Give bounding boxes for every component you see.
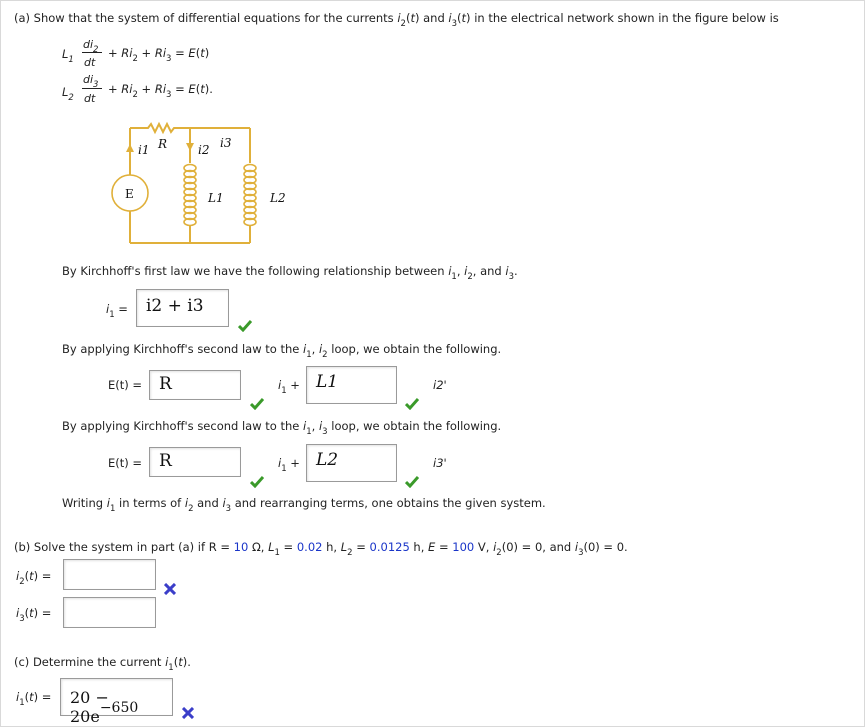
- i2-answer-box[interactable]: [63, 559, 156, 590]
- kirchhoff-first-law-text: By Kirchhoff's first law we have the following relationship between $i_1$, $i_2$, and $i_3$.: [62, 264, 518, 282]
- loop2-end: i3': [433, 456, 447, 470]
- i1t-answer-box[interactable]: 20 − 20e−650: [60, 678, 173, 716]
- i2-label: $i_2(t)$ =: [16, 569, 52, 587]
- l1-label: L1: [208, 191, 224, 205]
- i2-label: i2: [198, 143, 210, 157]
- loop2-mid: $i_1$ +: [278, 456, 300, 474]
- final-text: Writing $i_1$ in terms of $i_2$ and $i_3$ and rearranging terms, one obtains the given system.: [62, 496, 546, 514]
- part-b-prompt: (b) Solve the system in part (a) if R = 10 Ω, $L_1 = 0.02$ h, $L_2 = 0.0125$ h, E = 100 V, $i_2(0) = 0$, and $i_3(0) = 0$.: [14, 540, 628, 558]
- loop1-end: i2': [433, 378, 447, 392]
- circuit-diagram: [110, 118, 300, 253]
- arrow-up-icon: [126, 144, 134, 152]
- loop1-mid: $i_1$ +: [278, 378, 300, 396]
- i1-label: i1: [138, 143, 150, 157]
- incorrect-x-icon: [164, 583, 176, 595]
- i3-answer-box[interactable]: [63, 597, 156, 628]
- equation-1-rest: + $Ri_2 + Ri_3 = E(t)$: [108, 46, 210, 64]
- arrow-down-icon: [186, 143, 194, 151]
- i1-equals-label: $i_1$ =: [106, 302, 128, 320]
- i3-label: i3: [220, 136, 232, 150]
- loop2-box1[interactable]: R: [149, 447, 241, 477]
- loop1-lhs: E(t) =: [108, 378, 143, 392]
- correct-check-icon: [250, 398, 264, 410]
- source-label: E: [125, 187, 134, 201]
- part-a-intro: (a) Show that the system of differential equations for the currents $i_2(t)$ and $i_3(t)$ in the electrical network shown in the figure below is: [14, 11, 779, 29]
- loop1-box1[interactable]: R: [149, 370, 241, 400]
- inductor-l1: [184, 165, 196, 226]
- resistor-label: R: [158, 137, 168, 151]
- inductor-l2: [244, 165, 256, 226]
- correct-check-icon: [405, 398, 419, 410]
- i1-answer-box[interactable]: i2 + i3: [136, 289, 229, 327]
- correct-check-icon: [250, 476, 264, 488]
- incorrect-x-icon: [182, 707, 194, 719]
- loop1-text: By applying Kirchhoff's second law to the $i_1$, $i_2$ loop, we obtain the following.: [62, 342, 502, 360]
- correct-check-icon: [238, 320, 252, 332]
- i1t-label: $i_1(t)$ =: [16, 690, 52, 708]
- i3-label: $i_3(t)$ =: [16, 606, 52, 624]
- loop2-box2[interactable]: L2: [306, 444, 397, 482]
- loop1-box2[interactable]: L1: [306, 366, 397, 404]
- part-c-prompt: (c) Determine the current $i_1(t)$.: [14, 655, 191, 673]
- l2-label: L2: [270, 191, 286, 205]
- loop2-lhs: E(t) =: [108, 456, 143, 470]
- equation-2-rest: + $Ri_2 + Ri_3 = E(t)$.: [108, 82, 213, 100]
- correct-check-icon: [405, 476, 419, 488]
- loop2-text: By applying Kirchhoff's second law to the $i_1$, $i_3$ loop, we obtain the following.: [62, 419, 502, 437]
